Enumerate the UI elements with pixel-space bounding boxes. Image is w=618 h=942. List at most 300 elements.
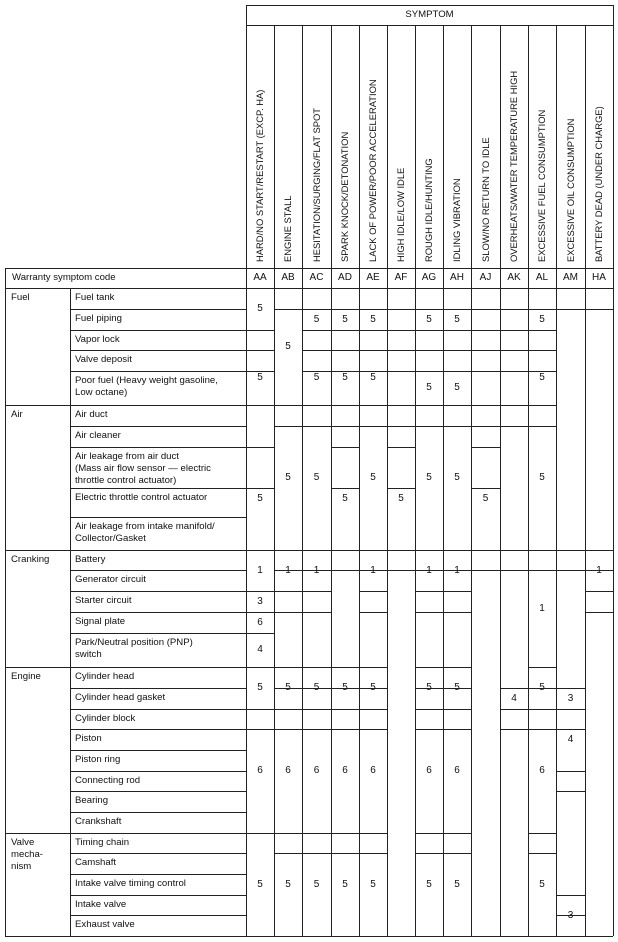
cell-block-border — [443, 853, 471, 854]
cell-block-border — [500, 550, 528, 551]
symptom-name: SPARK KNOCK/DETONATION — [339, 131, 350, 262]
symptom-code: AF — [394, 272, 408, 283]
cell-block-border — [556, 688, 585, 689]
symptom-rating-value: 1 — [313, 564, 320, 576]
header-column-divider — [443, 25, 444, 288]
header-column-divider — [500, 25, 501, 288]
item-divider — [70, 426, 246, 427]
cell-block-border — [500, 709, 528, 710]
symptom-rating-value: 5 — [482, 492, 489, 504]
component-label: Signal plate — [75, 616, 126, 627]
item-divider — [70, 771, 246, 772]
cell-block-border — [331, 488, 359, 489]
symptom-rating-value: 5 — [313, 682, 320, 693]
cell-block-border — [246, 330, 274, 331]
item-bottom-border — [70, 936, 246, 937]
warranty-row-top-border — [5, 268, 613, 269]
cell-block-border — [415, 330, 443, 331]
symptom-rating-value: 5 — [539, 878, 545, 890]
cell-block-border — [556, 288, 585, 289]
cell-block-border — [443, 405, 471, 406]
cell-block-border — [500, 371, 528, 372]
cell-block-border — [331, 309, 359, 310]
symptom-rating-value: 6 — [285, 765, 291, 776]
symptom-rating-value: 3 — [567, 909, 574, 921]
item-divider — [70, 750, 246, 751]
header-column-divider — [415, 25, 416, 288]
item-divider — [70, 517, 246, 518]
cell-block-border — [302, 405, 331, 406]
symptom-code: AG — [421, 272, 437, 283]
component-label: Camshaft — [75, 857, 117, 868]
category-label: Cranking — [11, 554, 50, 565]
symptom-rating-value: 1 — [370, 564, 376, 576]
cell-block-border — [500, 426, 528, 427]
cell-block-border — [331, 833, 359, 834]
symptom-rating-value: 5 — [539, 313, 545, 325]
category-label: Valve mecha- nism — [11, 837, 43, 872]
symptom-rating-value: 5 — [454, 878, 460, 890]
cell-block-border — [528, 729, 556, 730]
cell-block-border — [387, 550, 415, 551]
symptom-code: AK — [507, 272, 521, 283]
symptom-rating-value: 5 — [454, 382, 460, 393]
component-label: Exhaust valve — [75, 919, 135, 930]
symptom-name: ROUGH IDLE/HUNTING — [423, 158, 434, 262]
cell-block-border — [387, 330, 415, 331]
cell-block-border — [443, 350, 471, 351]
symptom-rating-value: 5 — [342, 682, 348, 693]
component-label: Poor fuel (Heavy weight gasoline, Low octane) — [75, 375, 218, 398]
symptom-rating-value: 5 — [454, 471, 460, 483]
symptom-rating-value: 5 — [370, 471, 376, 483]
symptom-rating-value: 4 — [257, 644, 263, 655]
symptom-code: AM — [563, 272, 578, 283]
cell-block-border — [471, 371, 500, 372]
symptom-rating-value: 6 — [454, 765, 460, 776]
symptom-rating-value: 3 — [257, 595, 263, 607]
cell-block-border — [585, 309, 613, 310]
symptom-rating-value: 4 — [567, 734, 574, 745]
symptom-rating-value: 5 — [370, 682, 376, 693]
cell-block-border — [528, 853, 556, 854]
cell-block-border — [302, 330, 331, 331]
cell-block-border — [556, 729, 585, 730]
component-label: Piston — [75, 733, 102, 744]
cell-block-border — [246, 350, 274, 351]
category-divider — [5, 550, 70, 551]
cell-block-border — [415, 288, 443, 289]
symptom-code: AJ — [479, 272, 492, 283]
symptom-rating-value: 5 — [539, 371, 545, 383]
symptom-rating-value: 1 — [596, 564, 602, 576]
item-divider — [70, 550, 246, 551]
cell-block-border — [246, 709, 274, 710]
component-label: Air leakage from air duct (Mass air flow sensor — electric throttle control actuator) — [75, 451, 211, 486]
header-left-border — [246, 5, 247, 288]
symptom-rating-value: 5 — [454, 313, 460, 325]
cell-block-border — [443, 709, 471, 710]
cell-block-border — [500, 309, 528, 310]
cell-block-border — [443, 667, 471, 668]
cell-block-border — [556, 771, 585, 772]
cell-block-border — [274, 426, 302, 427]
cell-block-border — [443, 591, 471, 592]
cell-block-border — [331, 350, 359, 351]
cell-block-border — [415, 550, 443, 551]
cell-block-border — [500, 405, 528, 406]
cell-block-border — [556, 791, 585, 792]
item-divider — [70, 371, 246, 372]
cell-block-border — [556, 570, 585, 571]
symptom-rating-value: 5 — [539, 471, 545, 483]
category-divider — [5, 667, 70, 668]
symptom-rating-value: 1 — [257, 564, 263, 576]
cell-block-border — [387, 426, 415, 427]
symptom-rating-value: 5 — [370, 878, 376, 890]
symptom-rating-value: 5 — [426, 682, 432, 693]
component-label: Cylinder block — [75, 713, 136, 724]
header-column-divider — [274, 25, 275, 288]
item-divider — [70, 667, 246, 668]
cell-block-border — [302, 426, 331, 427]
cell-block-border — [331, 709, 359, 710]
cell-block-border — [387, 570, 415, 571]
cell-block-border — [443, 288, 471, 289]
cell-block-border — [246, 633, 274, 634]
cell-block-border — [585, 591, 613, 592]
cell-block-border — [556, 550, 585, 551]
category-divider — [5, 288, 70, 289]
symptom-name: HIGH IDLE/LOW IDLE — [395, 167, 406, 262]
symptom-rating-value: 5 — [313, 878, 320, 890]
symptom-rating-value: 6 — [370, 765, 376, 776]
cell-block-border — [387, 309, 415, 310]
cell-block-border — [528, 405, 556, 406]
cell-block-border — [528, 570, 556, 571]
cell-block-border — [274, 309, 302, 310]
symptom-rating-value: 5 — [539, 682, 545, 693]
item-divider — [70, 895, 246, 896]
item-divider — [70, 488, 246, 489]
cell-block-border — [274, 853, 302, 854]
symptom-rating-value: 5 — [342, 371, 348, 383]
header-column-divider — [331, 25, 332, 288]
cell-block-border — [302, 591, 331, 592]
table-left-border — [5, 268, 6, 936]
symptom-name: SLOW/NO RETURN TO IDLE — [479, 137, 491, 262]
cell-block-border — [471, 309, 500, 310]
cell-block-border — [471, 447, 500, 448]
symptom-rating-value: 5 — [426, 313, 432, 325]
cell-block-border — [331, 330, 359, 331]
cell-block-border — [359, 853, 387, 854]
component-label: Vapor lock — [75, 334, 120, 345]
symptom-rating-value: 5 — [285, 471, 291, 483]
cell-block-border — [585, 612, 613, 613]
cell-block-border — [528, 667, 556, 668]
cell-block-border — [471, 570, 500, 571]
component-label: Generator circuit — [75, 574, 146, 585]
cell-block-border — [556, 709, 585, 710]
symptom-code: AL — [535, 272, 549, 283]
symptom-rating-value: 6 — [257, 616, 263, 628]
cell-block-border — [443, 729, 471, 730]
symptom-code: AH — [450, 272, 464, 283]
cell-block-border — [415, 309, 443, 310]
cell-block-border — [471, 426, 500, 427]
header-top-border — [246, 5, 613, 6]
cell-block-border — [471, 288, 500, 289]
cell-block-border — [359, 833, 387, 834]
cell-block-border — [302, 288, 331, 289]
cell-block-border — [443, 330, 471, 331]
component-label: Park/Neutral position (PNP) switch — [75, 637, 193, 660]
warranty-symptom-code-label: Warranty symptom code — [12, 272, 116, 283]
cell-block-border — [528, 288, 556, 289]
cell-block-border — [359, 350, 387, 351]
symptom-name: IDLING VIBRATION — [451, 178, 462, 262]
cell-block-border — [274, 591, 302, 592]
cell-block-border — [528, 426, 556, 427]
symptom-rating-value: 5 — [313, 313, 320, 325]
symptom-rating-value: 5 — [426, 471, 432, 483]
header-column-divider — [556, 25, 557, 288]
cell-block-border — [331, 405, 359, 406]
cell-block-border — [528, 330, 556, 331]
cell-block-border — [415, 405, 443, 406]
cell-block-border — [387, 350, 415, 351]
cell-block-border — [359, 729, 387, 730]
cell-block-border — [274, 709, 302, 710]
cell-block-border — [274, 729, 302, 730]
symptom-rating-value: 1 — [539, 602, 545, 614]
symptom-rating-value: 5 — [313, 371, 320, 383]
item-divider — [70, 350, 246, 351]
item-divider — [70, 812, 246, 813]
component-label: Battery — [75, 554, 106, 565]
symptom-rating-value: 6 — [539, 765, 545, 776]
cell-block-border — [500, 688, 528, 689]
cell-block-border — [359, 426, 387, 427]
symptom-name: HARD/NO START/RESTART (EXCP. HA) — [254, 89, 265, 262]
cell-block-border — [246, 833, 274, 834]
cell-block-border — [415, 612, 443, 613]
cell-block-border — [331, 667, 359, 668]
cell-block-border — [387, 488, 415, 489]
header-column-divider — [302, 25, 303, 288]
component-label: Air leakage from intake manifold/ Collector/Gasket — [75, 521, 215, 544]
symptom-code: AD — [338, 272, 352, 283]
cell-block-border — [415, 833, 443, 834]
cell-block-border — [302, 709, 331, 710]
symptom-rating-value: 5 — [285, 682, 291, 693]
item-divider — [70, 330, 246, 331]
cell-block-border — [359, 709, 387, 710]
item-divider — [70, 447, 246, 448]
symptom-code: AB — [281, 272, 295, 283]
cell-block-border — [274, 612, 302, 613]
item-divider — [70, 833, 246, 834]
component-label: Intake valve timing control — [75, 878, 186, 889]
symptom-code: HA — [592, 272, 606, 283]
symptom-rating-value: 5 — [285, 878, 291, 890]
symptom-rating-value: 5 — [342, 492, 348, 504]
cell-block-border — [500, 330, 528, 331]
symptom-rating-value: 5 — [257, 682, 263, 693]
cell-block-border — [585, 550, 613, 551]
cell-block-border — [415, 371, 443, 372]
cell-block-border — [302, 833, 331, 834]
cell-block-border — [528, 709, 556, 710]
cell-block-border — [246, 936, 274, 937]
cell-block-border — [302, 550, 331, 551]
category-divider — [5, 833, 70, 834]
symptom-rating-value: 1 — [426, 564, 432, 576]
cell-block-border — [528, 309, 556, 310]
cell-block-border — [471, 405, 500, 406]
component-label: Bearing — [75, 795, 109, 806]
component-label: Starter circuit — [75, 595, 132, 606]
cell-block-border — [415, 591, 443, 592]
symptom-rating-value: 5 — [257, 878, 263, 890]
header-column-divider — [528, 25, 529, 288]
cell-block-border — [359, 330, 387, 331]
cell-block-border — [415, 729, 443, 730]
cell-block-border — [246, 729, 274, 730]
cell-block-border — [443, 426, 471, 427]
cell-block-border — [331, 729, 359, 730]
cell-block-border — [415, 709, 443, 710]
cell-block-border — [302, 667, 331, 668]
component-label: Cylinder head gasket — [75, 692, 166, 703]
symptom-name: BATTERY DEAD (UNDER CHARGE) — [593, 106, 604, 262]
component-label: Valve deposit — [75, 354, 132, 365]
cell-block-border — [471, 550, 500, 551]
symptom-rating-value: 1 — [454, 564, 460, 576]
cell-block-border — [331, 853, 359, 854]
cell-block-border — [331, 426, 359, 427]
cell-block-border — [359, 612, 387, 613]
header-column-divider — [387, 25, 388, 288]
component-label: Timing chain — [75, 837, 130, 848]
symptom-name: OVERHEATS/WATER TEMPERATURE HIGH — [508, 70, 519, 262]
cell-block-border — [500, 570, 528, 571]
category-label: Fuel — [11, 292, 30, 303]
symptom-title: SYMPTOM — [405, 9, 454, 20]
item-divider — [70, 405, 246, 406]
item-divider — [70, 612, 246, 613]
column-divider — [500, 288, 501, 936]
item-divider — [70, 791, 246, 792]
symptom-rating-value: 5 — [426, 878, 432, 890]
cell-block-border — [331, 447, 359, 448]
component-label: Fuel piping — [75, 313, 122, 324]
cell-block-border — [246, 447, 274, 448]
symptom-rating-value: 6 — [313, 765, 320, 776]
cell-block-border — [415, 350, 443, 351]
cell-block-border — [415, 426, 443, 427]
symptom-rating-value: 5 — [285, 340, 291, 352]
symptom-name: ENGINE STALL — [282, 195, 293, 262]
cell-block-border — [359, 667, 387, 668]
cell-block-border — [528, 833, 556, 834]
cell-block-border — [443, 833, 471, 834]
cell-block-border — [359, 288, 387, 289]
header-column-divider — [359, 25, 360, 288]
item-divider — [70, 729, 246, 730]
item-divider — [70, 853, 246, 854]
cell-block-border — [246, 591, 274, 592]
symptom-rating-value: 5 — [370, 313, 376, 325]
cell-block-border — [246, 288, 274, 289]
cell-block-border — [246, 488, 274, 489]
item-divider — [70, 915, 246, 916]
cell-block-border — [359, 309, 387, 310]
component-label: Intake valve — [75, 899, 127, 910]
symptom-name: EXCESSIVE OIL CONSUMPTION — [564, 118, 576, 262]
cell-block-border — [246, 405, 274, 406]
cell-block-border — [443, 612, 471, 613]
symptom-rating-value: 5 — [398, 492, 404, 504]
cell-block-border — [387, 447, 415, 448]
cell-block-border — [387, 405, 415, 406]
cell-block-border — [274, 288, 302, 289]
category-label: Engine — [11, 671, 41, 682]
cell-block-border — [302, 309, 331, 310]
item-divider — [70, 709, 246, 710]
cell-block-border — [331, 570, 359, 571]
component-label: Air duct — [75, 409, 108, 420]
cell-block-border — [359, 591, 387, 592]
component-label: Piston ring — [75, 754, 121, 765]
cell-block-border — [387, 371, 415, 372]
cell-block-border — [302, 853, 331, 854]
cell-block-border — [246, 667, 274, 668]
cell-block-border — [471, 330, 500, 331]
cell-block-border — [585, 288, 613, 289]
symptom-rating-value: 4 — [511, 692, 517, 704]
cell-block-border — [500, 729, 528, 730]
symptom-rating-value: 6 — [257, 765, 263, 776]
symptom-code: AE — [366, 272, 380, 283]
cell-block-border — [471, 350, 500, 351]
component-label: Cylinder head — [75, 671, 135, 682]
symptom-rating-value: 5 — [342, 313, 348, 325]
symptom-rating-value: 5 — [426, 382, 432, 393]
symptom-rating-value: 6 — [426, 765, 432, 776]
component-label: Connecting rod — [75, 775, 141, 786]
cell-block-border — [556, 309, 585, 310]
item-divider — [70, 309, 246, 310]
component-label: Crankshaft — [75, 816, 122, 827]
symptom-rating-value: 5 — [370, 371, 376, 383]
symptom-rating-value: 5 — [257, 371, 263, 383]
symptom-rating-value: 5 — [313, 471, 320, 483]
component-label: Fuel tank — [75, 292, 115, 303]
item-divider — [70, 633, 246, 634]
cell-block-border — [331, 550, 359, 551]
symptom-code: AC — [309, 272, 324, 283]
cell-block-border — [274, 405, 302, 406]
symptom-rating-value: 5 — [257, 303, 263, 314]
cell-block-border — [274, 667, 302, 668]
cell-block-border — [443, 550, 471, 551]
cell-block-border — [274, 550, 302, 551]
symptom-rating-value: 5 — [342, 878, 348, 890]
item-divider — [70, 591, 246, 592]
item-divider — [70, 288, 246, 289]
